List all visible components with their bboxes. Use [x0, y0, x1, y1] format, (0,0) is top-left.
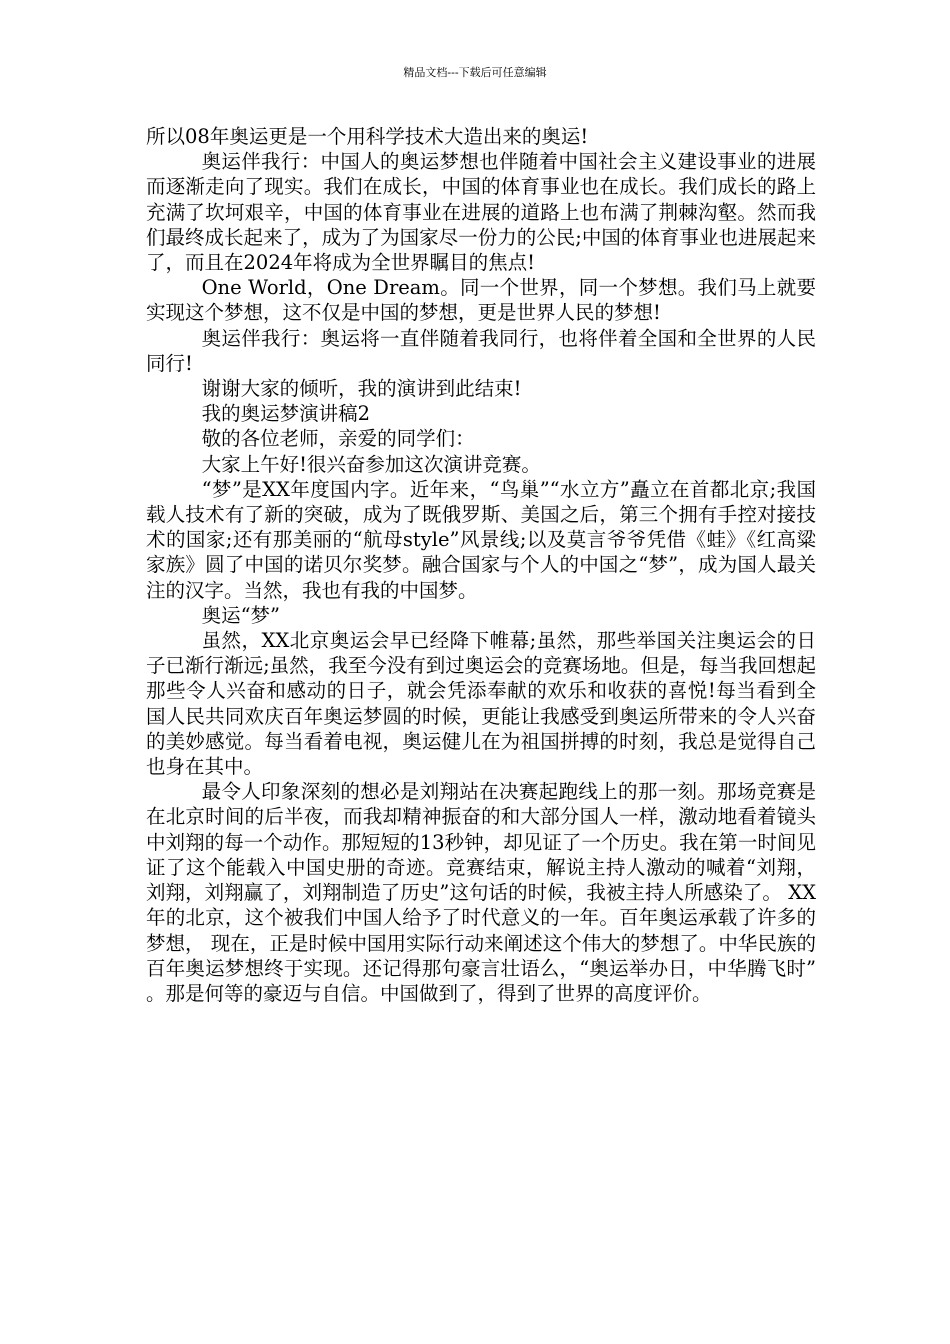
paragraph: 谢谢大家的倾听，我的演讲到此结束! [201, 377, 522, 401]
paragraph: 奥运伴我行：中国人的奥运梦想也伴随着中国社会主义建设事业的进展而逐渐走向了现实。我们在成长，中国的体育事业也在成长。我们成长的路上充满了坎坷艰辛，中国的体育事业在进展的道路上也布满了荆棘沟壑。然而我们最终成长起来了，成为了为国家尽一份力的公民;中国的体育事业也进展起来了，而且在2024年将成为全世界瞩目的焦点! [146, 150, 816, 275]
paragraph: 所以08年奥运更是一个用科学技术大造出来的奥运! [146, 125, 589, 148]
paragraph: 虽然，XX北京奥运会早已经降下帷幕;虽然，那些举国关注奥运会的日子已渐行渐远;虽然，我至今没有到过奥运会的竞赛场地。但是，每当我回想起那些令人兴奋和感动的日子，就会凭添奉献的欢乐和收获的喜悦!每当看到全国人民共同欢庆百年奥运梦圆的时候，更能让我感受到奥运所带来的令人兴奋的美妙感觉。每当看着电视，奥运健儿在为祖国拼搏的时刻，我总是觉得自己也身在其中。 [146, 629, 816, 779]
page-header: 精品文档---下载后可任意编辑 [403, 66, 547, 79]
paragraph: “梦”是XX年度国内字。近年来，“鸟巢”“水立方”矗立在首都北京;我国载人技术有了新的突破，成为了既俄罗斯、美国之后，第三个拥有手控对接技术的国家;还有那美丽的“航母style”风景线;以及莫言爷爷凭借《蛙》《红高粱家族》圆了中国的诺贝尔奖梦。融合国家与个人的中国之“梦”，成为国人最关注的汉字。当然，我也有我的中国梦。 [146, 477, 816, 602]
section-title: 我的奥运梦演讲稿2 [201, 402, 370, 426]
paragraph: 大家上午好!很兴奋参加这次演讲竞赛。 [201, 452, 541, 476]
paragraph: 奥运伴我行：奥运将一直伴随着我同行，也将伴着全国和全世界的人民同行! [146, 326, 816, 375]
salutation: 敬的各位老师，亲爱的同学们： [201, 427, 475, 451]
subheading: 奥运“梦” [201, 603, 281, 627]
paragraph: One World，One Dream。同一个世界，同一个梦想。我们马上就要实现这个梦想，这不仅是中国的梦想，更是世界人民的梦想! [146, 276, 816, 325]
paragraph: 最令人印象深刻的想必是刘翔站在决赛起跑线上的那一刻。那场竞赛是在北京时间的后半夜，而我却精神振奋的和大部分国人一样，激动地看着镜头中刘翔的每一个动作。那短短的13秒钟，却见证了一个历史。我在第一时间见证了这个能载入中国史册的奇迹。竞赛结束，解说主持人激动的喊着“刘翔，刘翔，刘翔赢了，刘翔制造了历史”这句话的时候，我被主持人所感染了。 XX年的北京，这个被我们中国人给予了时代意义的一年。百年奥运承载了许多的梦想， 现在，正是时候中国用实际行动来阐述这个伟大的梦想了。中华民族的百年奥运梦想终于实现。还记得那句豪言壮语么，“奥运举办日，中华腾飞时”。那是何等的豪迈与自信。中国做到了，得到了世界的高度评价。 [146, 780, 816, 1005]
document-body [146, 124, 816, 1006]
